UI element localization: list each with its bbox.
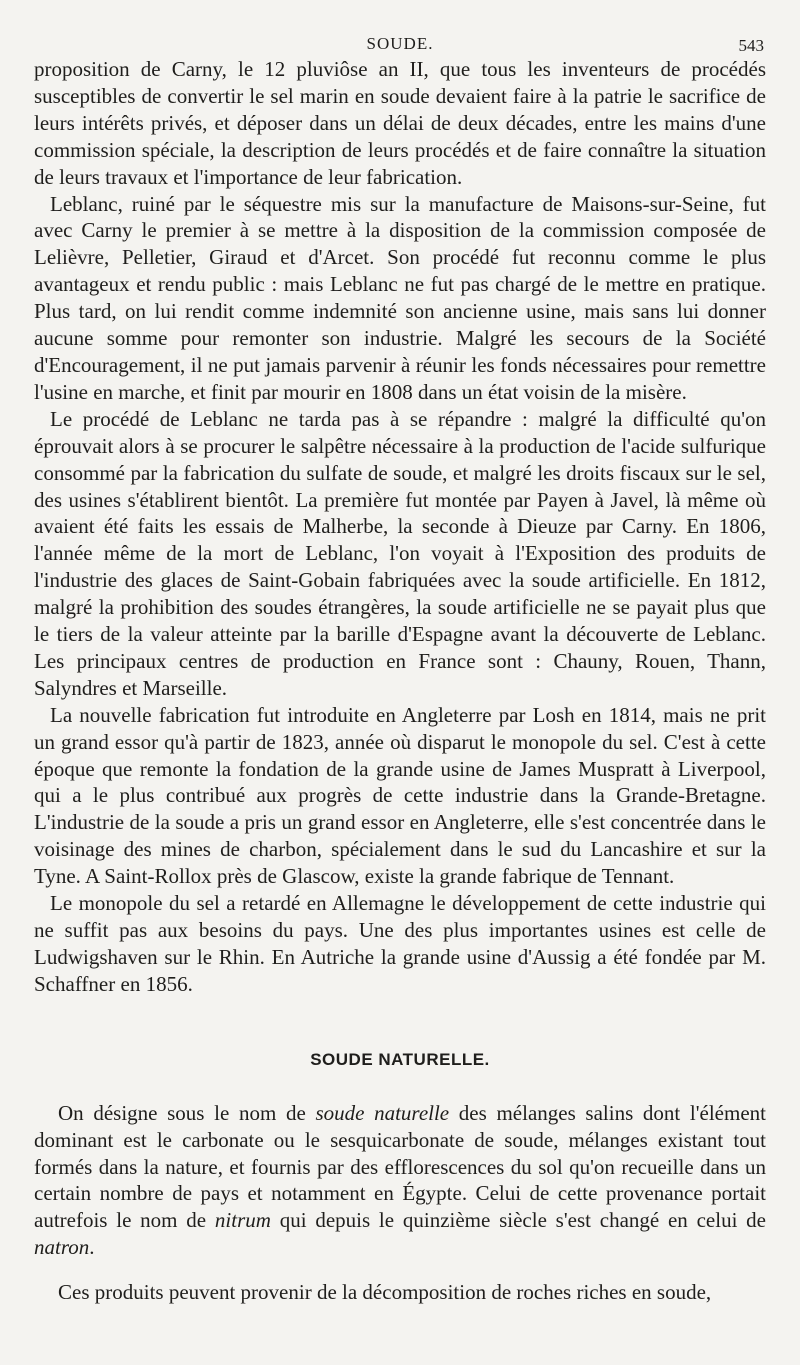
emphasis-natron: natron <box>34 1235 90 1260</box>
paragraph-carny-proposition: proposition de Carny, le 12 pluviôse an II, que tous les inventeurs de procédés susceptibles de convertir le sel marin en soude devaient faire à la patrie le sacrifice de leurs intérêts privés, et déposer dans un délai de deux décades, entre les mains d'une commission spéciale, la description de leurs procédés et de faire connaître la situation de leurs travaux et l'importance de leur fabrication. <box>34 57 766 189</box>
section-heading: SOUDE NATURELLE. <box>310 1049 490 1069</box>
text-run: qui depuis le quinzième siècle s'est changé en celui de <box>270 1208 766 1233</box>
paragraph-allemagne: Le monopole du sel a retardé en Allemagne le développement de cette industrie qui ne suffit pas aux besoins du pays. Une des plus importantes usines est celle de Ludwigshaven sur le Rhin. En Autriche la grande usine d'Aussig a été fondée par M. Schaffner en 1856. <box>34 891 766 996</box>
text-run: On désigne sous le nom de <box>58 1100 316 1125</box>
text-run: . <box>89 1235 95 1260</box>
body-text <box>34 56 766 1306</box>
page-number: 543 <box>738 36 764 55</box>
paragraph-produits: Ces produits peuvent provenir de la décomposition de roches riches en soude, <box>58 1280 712 1305</box>
running-header <box>34 34 766 56</box>
emphasis-nitrum: nitrum <box>214 1208 271 1233</box>
paragraph-leblanc-ruine: Leblanc, ruiné par le séquestre mis sur la manufacture de Maisons-sur-Seine, fut avec Carny le premier à se mettre à la disposition de la commission composée de Lelièvre, Pelletier, Giraud et d'Arcet. Son procédé fut reconnu comme le plus avantageux et rendu public : mais Leblanc ne fut pas chargé de le mettre en pratique. Plus tard, on lui rendit comme indemnité son ancienne usine, mais sans lui donner aucune somme pour remonter son industrie. Malgré les secours de la Société d'Encouragement, il ne put jamais parvenir à réunir les fonds nécessaires pour remettre l'usine en marche, et finit par mourir en 1808 dans un état voisin de la misère. <box>34 191 766 404</box>
paragraph-procede-leblanc: Le procédé de Leblanc ne tarda pas à se répandre : malgré la difficulté qu'on éprouvait alors à se procurer le salpêtre nécessaire à la production de l'acide sulfurique consommé par la fabrication du sulfate de soude, et malgré les droits fiscaux sur le sel, des usines s'établirent bientôt. La première fut montée par Payen à Javel, là même où avaient été faits les essais de Malherbe, la seconde à Dieuze par Carny. En 1806, l'année même de la mort de Leblanc, l'on voyait à l'Exposition des produits de l'industrie des glaces de Saint-Gobain fabriquées avec la soude artificielle. En 1812, malgré la prohibition des soudes étrangères, la soude artificielle ne se payait plus que le tiers de la valeur atteinte par la barille d'Espagne avant la découverte de Leblanc. Les principaux centres de production en France sont : Chauny, Rouen, Thann, Salyndres et Marseille. <box>34 406 766 700</box>
paragraph-angleterre: La nouvelle fabrication fut introduite en Angleterre par Losh en 1814, mais ne prit un grand essor qu'à partir de 1823, année où disparut le monopole du sel. C'est à cette époque que remonte la fondation de la grande usine de James Muspratt à Liverpool, qui a le plus contribué aux progrès de cette industrie dans la Grande-Bretagne. L'industrie de la soude a pris un grand essor en Angleterre, elle s'est concentrée dans le voisinage des mines de charbon, spécialement dans le sud du Lancashire et sur la Tyne. A Saint-Rollox près de Glascow, existe la grande fabrique de Tennant. <box>34 702 766 889</box>
running-title: SOUDE. <box>366 34 434 53</box>
paragraph-soude-naturelle <box>34 1100 766 1261</box>
text-run: des mélanges salins dont l'élément dominant est le carbonate ou le sesquicarbonate de soude, mélanges existant tout formés dans la nature, et fournis par des efflorescences du sol qu'on recueille dans un certain nombre de pays et notamment en Égypte. Celui de cette provenance portait autrefois le nom de <box>34 1100 766 1233</box>
emphasis-soude-naturelle: soude naturelle <box>315 1100 450 1125</box>
